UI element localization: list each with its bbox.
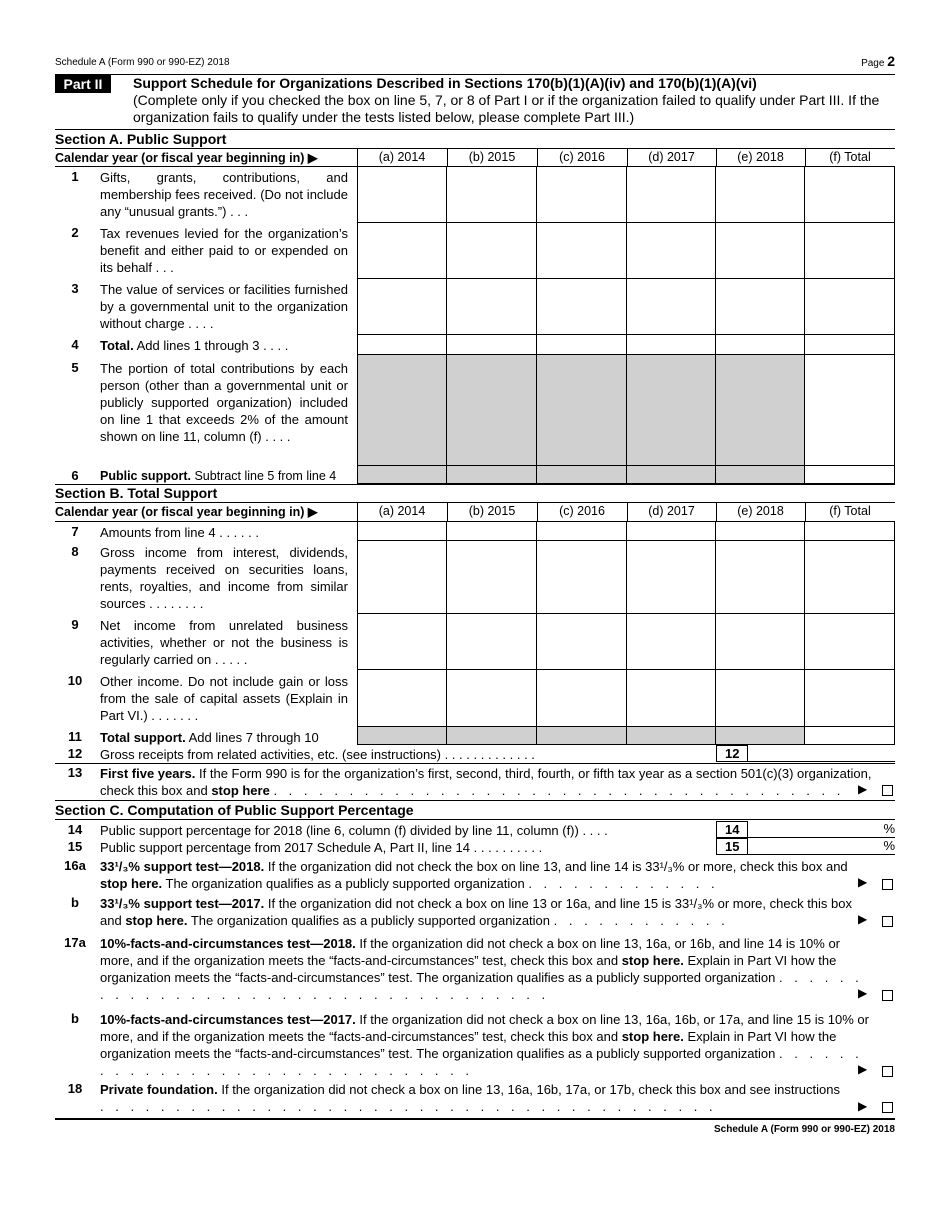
line-9-cell[interactable]: [716, 614, 805, 670]
line-10-cell[interactable]: [805, 670, 895, 727]
line-num: 1: [71, 169, 79, 184]
column-divider: [805, 502, 806, 521]
line-14-box-label: 14: [716, 821, 748, 838]
line-num: 11: [68, 729, 82, 744]
arrow-icon: ▶: [858, 1099, 868, 1113]
line-2-cell[interactable]: [805, 223, 895, 279]
line-5-cell: [627, 355, 716, 466]
line-8-cell[interactable]: [357, 541, 447, 614]
arrow-icon: ▶: [858, 782, 868, 796]
line-5-cell[interactable]: [805, 355, 895, 466]
line-16b-checkbox[interactable]: [882, 916, 893, 927]
line-9-cell[interactable]: [627, 614, 716, 670]
line-18-text: Private foundation. If the organization did not check a box on line 13, 16a, 16b, 17a, or 17b, check this box and see instructions . . . . . . . . . . . . . . . . . . . . . . . . . . . . . . . . . . . . . . . . .: [100, 1082, 840, 1114]
column-divider: [447, 502, 448, 521]
line-4-cell[interactable]: [357, 335, 447, 355]
line-7-cell[interactable]: [716, 521, 805, 541]
line-8-text: Gross income from interest, dividends, payments received on securities loans, rents, royalties, and income from similar sources . . . . . . . .: [100, 545, 348, 611]
line-6-cell: [447, 466, 537, 484]
line-9-cell[interactable]: [805, 614, 895, 670]
line-num: 12: [67, 746, 83, 761]
part-badge: Part II: [55, 75, 111, 93]
line-7-cell[interactable]: [447, 521, 537, 541]
line-4-cell[interactable]: [537, 335, 627, 355]
line-6-cell: [357, 466, 447, 484]
line-3-cell[interactable]: [805, 279, 895, 335]
line-6-cell: [627, 466, 716, 484]
line-16b-text: 33¹/₃% support test—2017. If the organization did not check a box on line 13 or 16a, and line 15 is 33¹/₃% or more, check this box and stop here. The organization qualifies as a publicly supported organization . . . . . . . . . . . .: [100, 896, 852, 928]
page-number: Page 2: [861, 53, 895, 69]
column-header: (d) 2017: [648, 150, 695, 164]
line-5-text: The portion of total contributions by each person (other than a governmental unit or publicly supported organization) included on line 1 that exceeds 2% of the amount shown on line 11, column (f) . . . .: [100, 361, 348, 444]
line-11-cell[interactable]: [805, 727, 895, 745]
line-2-cell[interactable]: [357, 223, 447, 279]
line-3-cell[interactable]: [537, 279, 627, 335]
line-5-cell: [716, 355, 805, 466]
line-1-cell[interactable]: [627, 166, 716, 223]
column-header: (b) 2015: [468, 504, 516, 518]
line-12-box-label: 12: [716, 745, 748, 762]
line-13-checkbox[interactable]: [882, 785, 893, 796]
line-num: 9: [71, 617, 79, 632]
line-4-cell[interactable]: [805, 335, 895, 355]
section-b-title: Section B. Total Support: [55, 485, 218, 501]
column-divider: [537, 148, 538, 167]
calendar-year-label-b: Calendar year (or fiscal year beginning in) ▶: [55, 505, 318, 519]
line-10-text: Other income. Do not include gain or loss from the sale of capital assets (Explain in Part VI.) . . . . . . .: [100, 674, 348, 723]
line-15-text: Public support percentage from 2017 Schedule A, Part II, line 14 . . . . . . . . . .: [100, 840, 543, 855]
line-9-cell[interactable]: [537, 614, 627, 670]
percent-sign: %: [883, 838, 895, 853]
line-3-cell[interactable]: [716, 279, 805, 335]
line-num: 18: [67, 1081, 83, 1096]
line-num: b: [71, 895, 79, 910]
line-num: 13: [67, 765, 83, 780]
line-9-cell[interactable]: [447, 614, 537, 670]
line-num: 5: [71, 360, 79, 375]
line-13-text: First five years. If the Form 990 is for the organization’s first, second, third, fourth, or fifth tax year as a section 501(c)(3) organization, check this box and stop here . . . . . . . . . . . . . . . . . . . . . . . . . . . . . . . . . . . . . .: [100, 766, 872, 798]
line-4-cell[interactable]: [447, 335, 537, 355]
line-10-cell[interactable]: [537, 670, 627, 727]
line-18-checkbox[interactable]: [882, 1102, 893, 1113]
line-2-text: Tax revenues levied for the organization’s benefit and either paid to or expended on its behalf . . .: [100, 226, 348, 275]
line-1-cell[interactable]: [357, 166, 447, 223]
line-num: 8: [71, 544, 79, 559]
line-3-text: The value of services or facilities furnished by a governmental unit to the organization without charge . . . .: [100, 282, 348, 331]
line-11-cell: [627, 727, 716, 745]
line-1-cell[interactable]: [716, 166, 805, 223]
column-header: (a) 2014: [378, 150, 426, 164]
part-title: Support Schedule for Organizations Described in Sections 170(b)(1)(A)(iv) and 170(b)(1)(A)(vi) (Complete only if you checked the box on line 5, 7, or 8 of Part I or if the organization failed to qualify under Part III. If the organization fails to qualify under the tests listed below, please complete Part III.): [133, 75, 880, 125]
calendar-year-label-a: Calendar year (or fiscal year beginning in) ▶: [55, 151, 318, 165]
column-divider: [805, 148, 806, 167]
line-num: 4: [71, 337, 79, 352]
line-3-cell[interactable]: [447, 279, 537, 335]
line-16a-checkbox[interactable]: [882, 879, 893, 890]
line-7-text: Amounts from line 4 . . . . . .: [100, 525, 259, 540]
line-2-cell[interactable]: [716, 223, 805, 279]
line-8-cell[interactable]: [805, 541, 895, 614]
line-num: 3: [71, 281, 79, 296]
line-6-cell: [716, 466, 805, 484]
line-10-cell[interactable]: [627, 670, 716, 727]
line-15-input[interactable]: [748, 838, 895, 855]
column-header: (f) Total: [829, 150, 871, 164]
section-c-title: Section C. Computation of Public Support Percentage: [55, 802, 414, 818]
line-7-cell[interactable]: [537, 521, 627, 541]
line-num: b: [71, 1011, 79, 1026]
column-divider: [716, 502, 717, 521]
line-8-cell[interactable]: [716, 541, 805, 614]
line-num: 6: [71, 468, 79, 483]
line-6-text: Public support. Subtract line 5 from line 4: [100, 469, 337, 483]
line-9-cell[interactable]: [357, 614, 447, 670]
line-1-cell[interactable]: [805, 166, 895, 223]
line-7-cell[interactable]: [627, 521, 716, 541]
line-2-cell[interactable]: [627, 223, 716, 279]
line-3-cell[interactable]: [627, 279, 716, 335]
line-11-cell: [357, 727, 447, 745]
line-num: 17a: [64, 935, 86, 950]
column-divider: [716, 148, 717, 167]
line-14-input[interactable]: [748, 821, 895, 838]
line-4-cell[interactable]: [716, 335, 805, 355]
line-9-text: Net income from unrelated business activities, whether or not the business is regularly carried on . . . . .: [100, 618, 348, 667]
column-header: (c) 2016: [559, 504, 605, 518]
line-12-text: Gross receipts from related activities, etc. (see instructions) . . . . . . . . . . . . .: [100, 747, 535, 762]
line-17a-text: 10%-facts-and-circumstances test—2018. If the organization did not check a box on line 13, 16a, or 16b, and line 14 is 10% or more, and if the organization meets the “facts-and-circumstances” test, check this box and stop here. Explain in Part VI how the organization meets the “facts-and-circumstances” test. The organization qualifies as a publicly supported organization . . . . . . . . . . . . . . . . . . . . . . . . . . . . . . . . . . . .: [100, 936, 863, 1002]
line-6-cell[interactable]: [805, 466, 895, 484]
column-divider: [357, 502, 358, 521]
section-a-title: Section A. Public Support: [55, 131, 227, 147]
line-16a-text: 33¹/₃% support test—2018. If the organization did not check the box on line 13, and line 14 is 33¹/₃% or more, check this box and stop here. The organization qualifies as a publicly supported organization . . . . . . . . . . . . .: [100, 859, 848, 891]
line-10-cell[interactable]: [357, 670, 447, 727]
line-5-cell: [447, 355, 537, 466]
line-10-cell[interactable]: [716, 670, 805, 727]
line-11-cell: [447, 727, 537, 745]
part-rule: [55, 129, 895, 130]
column-divider: [537, 502, 538, 521]
line-11-cell: [537, 727, 627, 745]
column-header: (c) 2016: [559, 150, 605, 164]
line-7-cell[interactable]: [357, 521, 447, 541]
line-2-cell[interactable]: [447, 223, 537, 279]
line-12-input[interactable]: [748, 745, 895, 762]
line-8-cell[interactable]: [537, 541, 627, 614]
line-7-cell[interactable]: [805, 521, 895, 541]
line-4-cell[interactable]: [627, 335, 716, 355]
arrow-icon: ▶: [858, 1062, 868, 1076]
arrow-icon: ▶: [858, 875, 868, 889]
arrow-icon: ▶: [858, 986, 868, 1000]
line-11-cell: [716, 727, 805, 745]
arrow-icon: ▶: [858, 912, 868, 926]
column-header: (e) 2018: [737, 150, 784, 164]
line-num: 16a: [64, 858, 86, 873]
line-1-text: Gifts, grants, contributions, and membership fees received. (Do not include any “unusual grants.”) . . .: [100, 170, 348, 219]
column-header: (b) 2015: [468, 150, 516, 164]
line-5-cell: [537, 355, 627, 466]
line-10-cell[interactable]: [447, 670, 537, 727]
line-1-cell[interactable]: [447, 166, 537, 223]
line-17a-checkbox[interactable]: [882, 990, 893, 1001]
footer-form-reference: Schedule A (Form 990 or 990-EZ) 2018: [714, 1124, 895, 1135]
line-num: 14: [67, 822, 83, 837]
column-divider: [627, 148, 628, 167]
column-header: (a) 2014: [378, 504, 426, 518]
line-num: 10: [67, 673, 83, 688]
line-1-cell[interactable]: [537, 166, 627, 223]
line-5-cell: [357, 355, 447, 466]
line-num: 2: [71, 225, 79, 240]
line-14-text: Public support percentage for 2018 (line 6, column (f) divided by line 11, column (f)) . . . .: [100, 823, 608, 838]
column-divider: [627, 502, 628, 521]
line-3-cell[interactable]: [357, 279, 447, 335]
line-17b-text: 10%-facts-and-circumstances test—2017. If the organization did not check a box on line 13, 16a, 16b, or 17a, and line 15 is 10% or more, and if the organization meets the “facts-and-circumstances” test, check this box and stop here. Explain in Part VI how the organization meets the “facts-and-circumstances” test. The organization qualifies as a publicly supported organization . . . . . . . . . . . . . . . . . . . . . . . . . . . . . . .: [100, 1012, 869, 1078]
column-divider: [357, 148, 358, 167]
line-4-text: Total. Add lines 1 through 3 . . . .: [100, 338, 289, 353]
line-num: 15: [67, 839, 83, 854]
percent-sign: %: [883, 821, 895, 836]
line-num: 7: [71, 524, 79, 539]
column-divider: [447, 148, 448, 167]
line-8-cell[interactable]: [447, 541, 537, 614]
column-header: (d) 2017: [648, 504, 695, 518]
line-2-cell[interactable]: [537, 223, 627, 279]
line-6-cell: [537, 466, 627, 484]
line-17b-checkbox[interactable]: [882, 1066, 893, 1077]
column-header: (e) 2018: [737, 504, 784, 518]
column-header: (f) Total: [829, 504, 871, 518]
bottom-rule: [55, 1118, 895, 1120]
form-reference: Schedule A (Form 990 or 990-EZ) 2018: [55, 57, 230, 68]
line-8-cell[interactable]: [627, 541, 716, 614]
line-15-box-label: 15: [716, 838, 748, 855]
line-11-text: Total support. Add lines 7 through 10: [100, 730, 319, 745]
